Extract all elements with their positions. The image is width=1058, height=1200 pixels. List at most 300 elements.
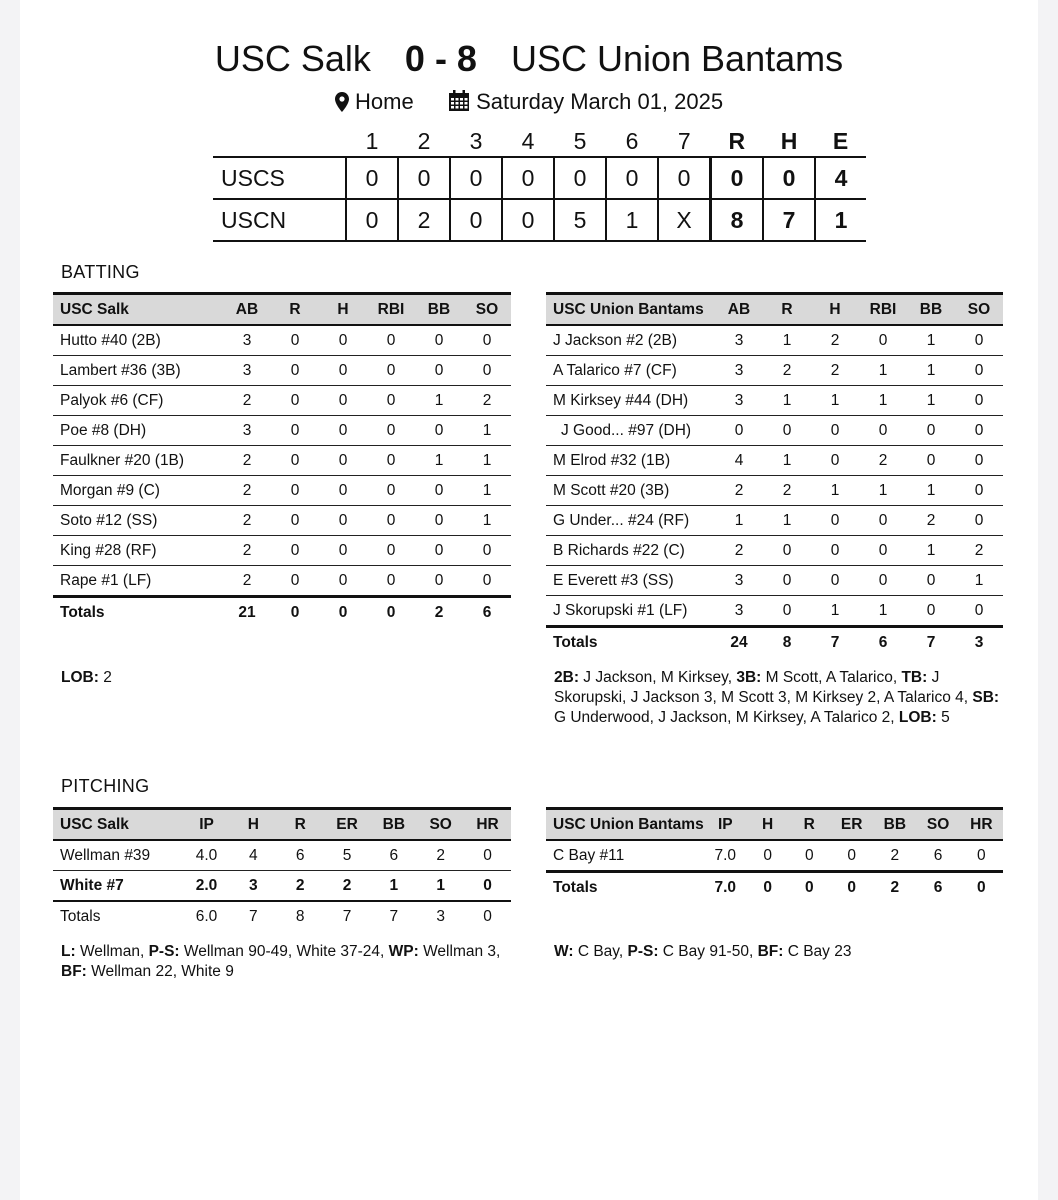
- stat-cell: 3: [715, 566, 763, 596]
- stat-cell: 1: [811, 596, 859, 627]
- stat-cell: 1: [463, 506, 511, 536]
- note-label: WP:: [388, 943, 419, 960]
- stat-cell: 1: [811, 476, 859, 506]
- player-name: E Everett #3 (SS): [546, 566, 715, 596]
- stat-cell: 0: [415, 476, 463, 506]
- stat-cell: 2: [955, 536, 1003, 566]
- batting-header-row: [53, 294, 511, 326]
- player-name: M Scott #20 (3B): [546, 476, 715, 506]
- stat-cell: 0: [271, 416, 319, 446]
- totals-label: Totals: [53, 597, 223, 628]
- pitching-section-label: PITCHING: [61, 776, 150, 796]
- column-header: H: [319, 294, 367, 326]
- column-header: H: [811, 294, 859, 326]
- calendar-icon: [448, 90, 470, 112]
- linescore-cell: 5: [554, 199, 606, 241]
- linescore-row-away: [213, 157, 866, 199]
- stat-cell: 0: [907, 566, 955, 596]
- pitcher-name: C Bay #11: [546, 840, 704, 872]
- batting-notes-away: [61, 668, 501, 688]
- linescore-cell: 0: [606, 157, 658, 199]
- stat-cell: 2.0: [183, 871, 230, 902]
- column-header: R: [788, 809, 830, 841]
- team-column-header: USC Union Bantams: [546, 809, 704, 841]
- stat-cell: 3: [715, 356, 763, 386]
- stat-cell: 0: [811, 506, 859, 536]
- hits-header: H: [780, 127, 798, 154]
- linescore-runs: 0: [711, 157, 764, 199]
- stat-cell: 0: [367, 476, 415, 506]
- linescore-cell: 0: [658, 157, 711, 199]
- stat-cell: 0: [955, 416, 1003, 446]
- stat-cell: 1: [715, 506, 763, 536]
- batting-notes-home: [554, 668, 1006, 728]
- stat-cell: 1: [955, 566, 1003, 596]
- stat-cell: 7.0: [704, 840, 747, 872]
- game-date: Saturday March 01, 2025: [476, 89, 724, 114]
- linescore-cell: 0: [398, 157, 450, 199]
- note-value: C Bay 91-50,: [658, 943, 758, 960]
- stat-cell: 1: [859, 386, 907, 416]
- player-name: B Richards #22 (C): [546, 536, 715, 566]
- column-header: ER: [324, 809, 371, 841]
- inning-header: 4: [521, 127, 535, 154]
- linescore-cell: X: [658, 199, 711, 241]
- stat-cell: 4: [230, 840, 277, 871]
- stat-cell: 0: [415, 416, 463, 446]
- stat-cell: 1: [415, 446, 463, 476]
- column-header: AB: [223, 294, 271, 326]
- stat-cell: 3: [223, 356, 271, 386]
- stat-cell: 0: [788, 840, 830, 872]
- stat-cell: 0: [859, 416, 907, 446]
- stat-cell: 2: [763, 476, 811, 506]
- linescore-hits: 7: [763, 199, 815, 241]
- player-row: [53, 476, 511, 506]
- stat-cell: 0: [907, 446, 955, 476]
- stat-cell: 0: [955, 386, 1003, 416]
- stat-cell: 0: [415, 506, 463, 536]
- batting-table-away: [53, 292, 511, 627]
- player-name: Poe #8 (DH): [53, 416, 223, 446]
- stat-cell: 1: [463, 416, 511, 446]
- stat-cell: 0: [367, 446, 415, 476]
- totals-row: [546, 627, 1003, 658]
- linescore-team: USCN: [213, 199, 346, 241]
- stat-cell: 0: [907, 416, 955, 446]
- stat-cell: 2: [417, 840, 464, 871]
- player-row: [53, 325, 511, 356]
- note-label: TB:: [901, 669, 928, 686]
- stat-cell: 0: [464, 840, 511, 871]
- totals-cell: 0: [788, 872, 830, 903]
- totals-cell: 0: [367, 597, 415, 628]
- totals-row: [53, 901, 511, 931]
- linescore-team: USCS: [213, 157, 346, 199]
- stat-cell: 2: [715, 536, 763, 566]
- note-label: BF:: [757, 943, 784, 960]
- linescore-runs: 8: [711, 199, 764, 241]
- stat-cell: 0: [271, 566, 319, 597]
- game-meta: [20, 86, 1038, 118]
- column-header: RBI: [859, 294, 907, 326]
- column-header: BB: [907, 294, 955, 326]
- player-row: [53, 356, 511, 386]
- pitcher-row: [53, 840, 511, 871]
- stat-cell: 0: [367, 386, 415, 416]
- player-row: [546, 476, 1003, 506]
- stat-cell: 0: [271, 536, 319, 566]
- totals-cell: 7: [324, 901, 371, 931]
- batting-table-home: [546, 292, 1003, 657]
- note-label: 2B:: [554, 669, 579, 686]
- linescore-hits: 0: [763, 157, 815, 199]
- stat-cell: 1: [417, 871, 464, 902]
- home-team-name: USC Union Bantams: [510, 38, 844, 79]
- column-header: R: [277, 809, 324, 841]
- player-row: [53, 536, 511, 566]
- player-row: [53, 386, 511, 416]
- stat-cell: 0: [415, 566, 463, 597]
- inning-header: 1: [365, 127, 379, 154]
- stat-cell: 2: [324, 871, 371, 902]
- totals-cell: 0: [747, 872, 789, 903]
- column-header: BB: [370, 809, 417, 841]
- note-label: P-S:: [627, 943, 659, 960]
- totals-cell: 2: [873, 872, 916, 903]
- player-name: Rape #1 (LF): [53, 566, 223, 597]
- stat-cell: 2: [873, 840, 916, 872]
- totals-label: Totals: [546, 627, 715, 658]
- stat-cell: 1: [415, 386, 463, 416]
- totals-cell: 7: [907, 627, 955, 658]
- totals-cell: 8: [277, 901, 324, 931]
- stat-cell: 0: [747, 840, 789, 872]
- player-name: J Skorupski #1 (LF): [546, 596, 715, 627]
- stat-cell: 0: [415, 536, 463, 566]
- stat-cell: 2: [463, 386, 511, 416]
- team-column-header: USC Salk: [53, 294, 223, 326]
- column-header: H: [747, 809, 789, 841]
- note-label: L:: [61, 943, 76, 960]
- note-label: SB:: [972, 689, 1000, 706]
- totals-cell: 24: [715, 627, 763, 658]
- stat-cell: 0: [955, 356, 1003, 386]
- stat-cell: 0: [367, 536, 415, 566]
- stat-cell: 0: [271, 325, 319, 356]
- stat-cell: 0: [367, 325, 415, 356]
- player-row: [546, 386, 1003, 416]
- player-row: [546, 566, 1003, 596]
- column-header: RBI: [367, 294, 415, 326]
- note-value: J Skorupski, J Jackson 3, M Scott 3, M Kirksey 2, A Talarico 4,: [554, 669, 973, 706]
- stat-cell: 0: [319, 325, 367, 356]
- stat-cell: 0: [367, 506, 415, 536]
- stat-cell: 2: [223, 446, 271, 476]
- column-header: SO: [417, 809, 464, 841]
- stat-cell: 0: [960, 840, 1003, 872]
- linescore-cell: 0: [502, 157, 554, 199]
- stat-cell: 2: [763, 356, 811, 386]
- stat-cell: 1: [763, 506, 811, 536]
- totals-cell: 6: [463, 597, 511, 628]
- stat-cell: 2: [907, 506, 955, 536]
- stat-cell: 0: [955, 325, 1003, 356]
- game-title: [20, 34, 1038, 84]
- player-row: [546, 536, 1003, 566]
- stat-cell: 3: [715, 386, 763, 416]
- away-team-name: USC Salk: [214, 38, 371, 79]
- stat-cell: 1: [463, 476, 511, 506]
- column-header: HR: [960, 809, 1003, 841]
- stat-cell: 0: [811, 566, 859, 596]
- stat-cell: 0: [763, 596, 811, 627]
- stat-cell: 2: [223, 476, 271, 506]
- stat-cell: 0: [955, 446, 1003, 476]
- totals-cell: 6: [916, 872, 959, 903]
- player-name: Lambert #36 (3B): [53, 356, 223, 386]
- totals-label: Totals: [53, 901, 183, 931]
- stat-cell: 0: [464, 871, 511, 902]
- stat-cell: 0: [271, 506, 319, 536]
- totals-cell: 7: [230, 901, 277, 931]
- column-header: IP: [704, 809, 747, 841]
- stat-cell: 0: [319, 476, 367, 506]
- team-column-header: USC Union Bantams: [546, 294, 715, 326]
- pitcher-row: [53, 871, 511, 902]
- note-label: LOB:: [61, 669, 99, 686]
- column-header: AB: [715, 294, 763, 326]
- player-name: Palyok #6 (CF): [53, 386, 223, 416]
- runs-header: R: [728, 127, 746, 154]
- inning-header: 5: [573, 127, 587, 154]
- stat-cell: 0: [955, 476, 1003, 506]
- linescore-cell: 1: [606, 199, 658, 241]
- player-name: Soto #12 (SS): [53, 506, 223, 536]
- stat-cell: 0: [955, 506, 1003, 536]
- inning-header: 6: [625, 127, 639, 154]
- player-row: [546, 325, 1003, 356]
- column-header: SO: [463, 294, 511, 326]
- player-name: J Jackson #2 (2B): [546, 325, 715, 356]
- linescore-cell: 2: [398, 199, 450, 241]
- stat-cell: 1: [763, 446, 811, 476]
- stat-cell: 0: [859, 536, 907, 566]
- stat-cell: 0: [463, 566, 511, 597]
- totals-cell: 0: [830, 872, 873, 903]
- stat-cell: 1: [859, 476, 907, 506]
- totals-cell: 0: [271, 597, 319, 628]
- player-row: [53, 506, 511, 536]
- stat-cell: 3: [715, 596, 763, 627]
- inning-header: 3: [469, 127, 483, 154]
- totals-cell: 0: [960, 872, 1003, 903]
- column-header: R: [763, 294, 811, 326]
- stat-cell: 3: [230, 871, 277, 902]
- column-header: SO: [916, 809, 959, 841]
- stat-cell: 1: [811, 386, 859, 416]
- stat-cell: 3: [223, 325, 271, 356]
- column-header: IP: [183, 809, 230, 841]
- column-header: BB: [873, 809, 916, 841]
- batting-section-label: BATTING: [61, 262, 140, 282]
- player-name: King #28 (RF): [53, 536, 223, 566]
- totals-cell: 6: [859, 627, 907, 658]
- stat-cell: 0: [830, 840, 873, 872]
- stat-cell: 4: [715, 446, 763, 476]
- linescore-table: [213, 126, 866, 242]
- stat-cell: 1: [859, 356, 907, 386]
- column-header: R: [271, 294, 319, 326]
- stat-cell: 1: [907, 386, 955, 416]
- pitching-table-away: [53, 807, 511, 931]
- note-value: 2: [98, 669, 112, 686]
- stat-cell: 0: [463, 325, 511, 356]
- stat-cell: 0: [463, 356, 511, 386]
- totals-label: Totals: [546, 872, 704, 903]
- map-pin-icon: [335, 92, 349, 112]
- player-name: G Under... #24 (RF): [546, 506, 715, 536]
- player-row: [546, 416, 1003, 446]
- stat-cell: 0: [907, 596, 955, 627]
- note-label: P-S:: [148, 943, 180, 960]
- stat-cell: 0: [271, 476, 319, 506]
- stat-cell: 4.0: [183, 840, 230, 871]
- totals-cell: 7.0: [704, 872, 747, 903]
- pitching-notes-home: [554, 942, 1006, 962]
- linescore-cell: 0: [346, 199, 398, 241]
- player-name: A Talarico #7 (CF): [546, 356, 715, 386]
- pitching-header-row: [53, 809, 511, 841]
- stat-cell: 0: [319, 506, 367, 536]
- note-value: Wellman 90-49, White 37-24,: [179, 943, 389, 960]
- pitcher-name: White #7: [53, 871, 183, 902]
- stat-cell: 1: [859, 596, 907, 627]
- totals-cell: 6.0: [183, 901, 230, 931]
- stat-cell: 0: [367, 566, 415, 597]
- stat-cell: 0: [859, 566, 907, 596]
- inning-header: 2: [417, 127, 431, 154]
- stat-cell: 1: [907, 325, 955, 356]
- note-value: 5: [936, 709, 950, 726]
- stat-cell: 6: [277, 840, 324, 871]
- column-header: SO: [955, 294, 1003, 326]
- totals-cell: 8: [763, 627, 811, 658]
- totals-cell: 21: [223, 597, 271, 628]
- player-row: [546, 356, 1003, 386]
- stat-cell: 2: [277, 871, 324, 902]
- player-row: [53, 416, 511, 446]
- note-label: LOB:: [898, 709, 937, 726]
- note-value: C Bay,: [573, 943, 628, 960]
- stat-cell: 0: [367, 356, 415, 386]
- batting-header-row: [546, 294, 1003, 326]
- totals-cell: 7: [811, 627, 859, 658]
- player-name: M Kirksey #44 (DH): [546, 386, 715, 416]
- column-header: H: [230, 809, 277, 841]
- pitcher-name: Wellman #39: [53, 840, 183, 871]
- stat-cell: 0: [763, 536, 811, 566]
- stat-cell: 0: [319, 566, 367, 597]
- note-label: 3B:: [736, 669, 762, 686]
- batting-away-body: [53, 325, 511, 597]
- stat-cell: 3: [223, 416, 271, 446]
- totals-cell: 3: [417, 901, 464, 931]
- totals-row: [53, 597, 511, 628]
- column-header: ER: [830, 809, 873, 841]
- stat-cell: 0: [319, 356, 367, 386]
- pitching-notes-away: [61, 942, 511, 982]
- stat-cell: 0: [319, 416, 367, 446]
- stat-cell: 1: [763, 325, 811, 356]
- note-value: M Scott, A Talarico,: [761, 669, 902, 686]
- stat-cell: 6: [370, 840, 417, 871]
- linescore-header-row: [213, 126, 866, 157]
- stat-cell: 0: [367, 416, 415, 446]
- linescore-errors: 4: [815, 157, 866, 199]
- pitcher-row: [546, 840, 1003, 872]
- totals-cell: 7: [370, 901, 417, 931]
- stat-cell: 5: [324, 840, 371, 871]
- player-name: Morgan #9 (C): [53, 476, 223, 506]
- stat-cell: 2: [859, 446, 907, 476]
- stat-cell: 2: [223, 566, 271, 597]
- final-score: 0 - 8: [404, 38, 477, 79]
- stat-cell: 2: [223, 536, 271, 566]
- stat-cell: 0: [715, 416, 763, 446]
- stat-cell: 0: [859, 506, 907, 536]
- game-location: Home: [355, 89, 414, 114]
- pitching-table-home: [546, 807, 1003, 902]
- stat-cell: 2: [715, 476, 763, 506]
- stat-cell: 3: [715, 325, 763, 356]
- totals-cell: 0: [319, 597, 367, 628]
- linescore-cell: 0: [450, 157, 502, 199]
- box-score-page: [20, 0, 1038, 1200]
- column-header: HR: [464, 809, 511, 841]
- stat-cell: 0: [271, 446, 319, 476]
- errors-header: E: [832, 127, 849, 154]
- stat-cell: 2: [223, 386, 271, 416]
- stat-cell: 0: [271, 356, 319, 386]
- stat-cell: 2: [811, 356, 859, 386]
- stat-cell: 1: [463, 446, 511, 476]
- stat-cell: 0: [319, 536, 367, 566]
- stat-cell: 0: [463, 536, 511, 566]
- stat-cell: 0: [811, 416, 859, 446]
- inning-header: 7: [677, 127, 691, 154]
- stat-cell: 0: [859, 325, 907, 356]
- note-value: Wellman,: [75, 943, 149, 960]
- player-name: Faulkner #20 (1B): [53, 446, 223, 476]
- stat-cell: 0: [415, 325, 463, 356]
- stat-cell: 0: [319, 446, 367, 476]
- note-value: G Underwood, J Jackson, M Kirksey, A Talarico 2,: [554, 709, 899, 726]
- team-column-header: USC Salk: [53, 809, 183, 841]
- stat-cell: 0: [763, 416, 811, 446]
- stat-cell: 1: [907, 356, 955, 386]
- stat-cell: 0: [763, 566, 811, 596]
- linescore-cell: 0: [502, 199, 554, 241]
- player-row: [546, 446, 1003, 476]
- player-name: J Good... #97 (DH): [546, 416, 715, 446]
- note-label: W:: [554, 943, 574, 960]
- stat-cell: 0: [319, 386, 367, 416]
- stat-cell: 1: [907, 536, 955, 566]
- player-row: [546, 596, 1003, 627]
- note-value: Wellman 22, White 9: [86, 963, 234, 980]
- stat-cell: 0: [415, 356, 463, 386]
